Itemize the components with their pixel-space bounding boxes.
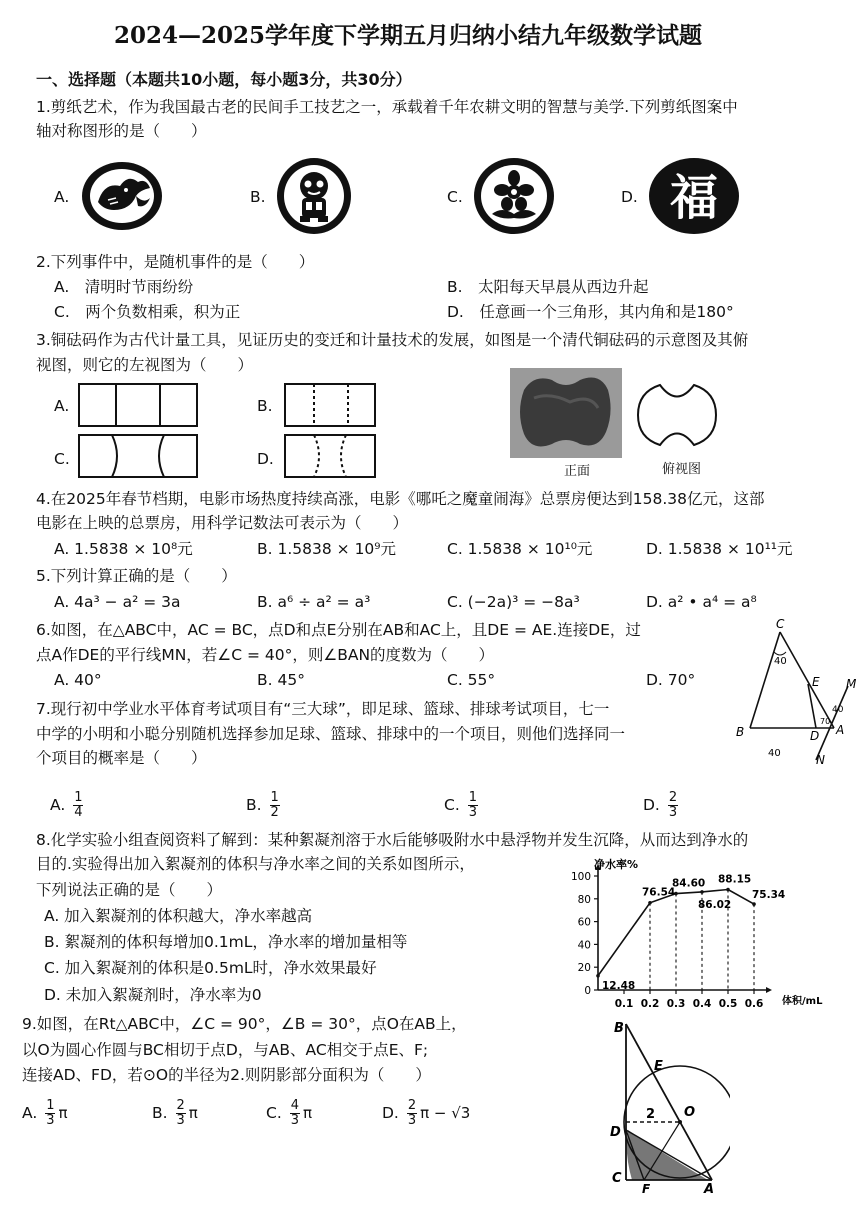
q7-option-a-fraction: $\frac{1}{4}$ — [74, 790, 83, 820]
q7-stem-line2: 中学的小明和小聪分别随机选择参加足球、篮球、排球中的一个项目，则他们选择同一 — [36, 725, 626, 743]
q1-option-d-label[interactable]: D. — [621, 188, 638, 206]
q8-data-point — [726, 888, 730, 892]
q7-option-d-letter: D. — [643, 796, 660, 814]
q8-line-chart — [560, 856, 856, 1014]
papercut-fu-image — [648, 156, 740, 236]
q8-y-tick-label: 20 — [577, 962, 591, 975]
q8-data-point — [648, 901, 652, 905]
q5-option-c[interactable]: C. (−2a)³ = −8a³ — [447, 593, 580, 611]
q8-data-point — [596, 974, 600, 978]
q9-label-d: D — [610, 1125, 621, 1140]
q6-label-a: A — [836, 723, 845, 737]
q7-option-d[interactable] — [643, 788, 681, 822]
q8-data-label: 84.60 — [672, 877, 706, 890]
q8-data-point — [752, 902, 756, 906]
q9-option-a[interactable] — [22, 1096, 68, 1130]
q4-stem-line2: 电影在上映的总票房，用科学记数法可表示为（ ） — [36, 514, 409, 532]
q8-x-tick-label: 0.6 — [744, 998, 764, 1010]
q4-option-a[interactable]: A. 1.5838 × 10⁸元 — [54, 540, 193, 558]
q6-label-c: C — [776, 617, 785, 631]
q3-stem-line2: 视图，则它的左视图为（ ） — [36, 356, 254, 374]
q8-y-tick-label: 60 — [577, 916, 591, 929]
q8-y-tick-label: 100 — [570, 871, 591, 883]
q8-y-tick-label: 40 — [577, 939, 591, 952]
q3-option-b-label[interactable]: B. — [257, 397, 273, 415]
q7-option-a-letter: A. — [50, 796, 66, 814]
q7-stem-line3: 个项目的概率是（ ） — [36, 749, 207, 767]
q8-y-tick-label: 0 — [584, 985, 591, 997]
q9-option-b[interactable] — [152, 1096, 198, 1130]
q9-stem-line3: 连接AD、FD，若⊙O的半径为2.则阴影部分面积为（ ） — [22, 1066, 431, 1084]
q8-x-tick-label: 0.2 — [640, 998, 660, 1010]
q4-stem-line1: 4.在2025年春节档期，电影市场热度持续高涨，电影《哪吒之魔童闹海》总票房便达到158.38亿元，这部 — [36, 490, 765, 508]
q4-option-c[interactable]: C. 1.5838 × 10¹⁰元 — [447, 540, 593, 558]
q3-option-b-view — [284, 383, 376, 427]
page-title: 2024—2025学年度下学期五月归纳小结九年级数学试题 — [114, 22, 703, 49]
q9-option-c-fraction: $\frac{4}{3}$ — [290, 1098, 299, 1128]
q9-option-a-letter: A. — [22, 1104, 38, 1122]
q3-option-c-view — [78, 434, 198, 478]
q8-data-point — [700, 890, 704, 894]
q2-option-a[interactable]: A. 清明时节雨纷纷 — [54, 278, 194, 296]
q9-option-b-pi: π — [188, 1104, 198, 1122]
q9-option-b-letter: B. — [152, 1104, 168, 1122]
q8-data-label: 12.48 — [602, 979, 636, 992]
q9-label-b: B — [614, 1021, 624, 1036]
q8-option-b[interactable]: B. 絮凝剂的体积每增加0.1mL，净水率的增加量相等 — [44, 933, 408, 951]
q5-option-d[interactable]: D. a² • a⁴ = a⁸ — [646, 593, 757, 611]
q6-label-b: B — [736, 725, 745, 739]
q8-data-label: 86.02 — [698, 898, 732, 911]
q3-front-label: 正面 — [564, 464, 591, 479]
q9-stem-line1: 9.如图，在Rt△ABC中，∠C = 90°，∠B = 30°，点O在AB上， — [22, 1015, 467, 1033]
q6-option-a[interactable]: A. 40° — [54, 671, 102, 689]
q6-stem-line2: 点A作DE的平行线MN，若∠C = 40°，则∠BAN的度数为（ ） — [36, 646, 495, 664]
q9-label-e: E — [654, 1059, 663, 1074]
q5-stem: 5.下列计算正确的是（ ） — [36, 567, 237, 585]
q6-label-m: M — [846, 677, 857, 691]
q8-option-a[interactable]: A. 加入絮凝剂的体积越大，净水率越高 — [44, 907, 313, 925]
q2-option-c[interactable]: C. 两个负数相乘，积为正 — [54, 303, 241, 321]
q3-option-d-view — [284, 434, 376, 478]
q9-option-c[interactable] — [266, 1096, 312, 1130]
q4-option-d[interactable]: D. 1.5838 × 10¹¹元 — [646, 540, 793, 558]
q8-option-d[interactable]: D. 未加入絮凝剂时，净水率为0 — [44, 986, 262, 1004]
q1-stem-line2: 轴对称图形的是（ ） — [36, 122, 207, 140]
q6-angle-d-value: 70 — [820, 717, 831, 726]
q6-stem-line1: 6.如图，在△ABC中，AC = BC，点D和点E分别在AB和AC上，且DE = AE.连接DE，过 — [36, 621, 641, 639]
q7-option-b-fraction: $\frac{1}{2}$ — [270, 790, 279, 820]
q6-label-n: N — [816, 753, 825, 767]
q7-stem-line1: 7.现行初中学业水平体育考试项目有“三大球”，即足球、篮球、排球考试项目，七一 — [36, 700, 610, 718]
q8-y-tick-label: 80 — [577, 893, 591, 906]
q1-fu-character: 福 — [669, 170, 719, 226]
q7-option-b[interactable] — [246, 788, 283, 822]
papercut-bird-image — [80, 160, 164, 232]
q9-label-f: F — [642, 1182, 651, 1194]
q8-x-tick-label: 0.1 — [614, 998, 634, 1010]
q1-option-a-label[interactable]: A. — [54, 188, 70, 206]
q6-angle-b-value: 40 — [768, 748, 781, 759]
q8-x-tick-label: 0.5 — [718, 998, 738, 1010]
q6-label-d: D — [810, 729, 820, 743]
q2-stem: 2.下列事件中，是随机事件的是（ ） — [36, 253, 315, 271]
q9-option-a-fraction: $\frac{1}{3}$ — [46, 1098, 55, 1128]
q7-option-b-letter: B. — [246, 796, 262, 814]
q4-option-b[interactable]: B. 1.5838 × 10⁹元 — [257, 540, 397, 558]
q1-option-c-label[interactable]: C. — [447, 188, 463, 206]
q7-option-d-fraction: $\frac{2}{3}$ — [668, 790, 678, 820]
q6-option-c[interactable]: C. 55° — [447, 671, 496, 689]
q9-radius-label: 2 — [646, 1107, 656, 1122]
q9-option-d[interactable] — [382, 1096, 470, 1130]
q3-option-a-view — [78, 383, 198, 427]
q8-y-axis-label: 净水率% — [594, 858, 639, 871]
q9-stem-line2: 以O为圆心作圆与BC相切于点D，与AB、AC相交于点E、F; — [22, 1041, 429, 1059]
q8-x-axis-label: 体积/mL — [782, 996, 823, 1007]
q7-option-c-letter: C. — [444, 796, 460, 814]
q8-stem-line3: 下列说法正确的是（ ） — [36, 881, 223, 899]
q3-top-view-label: 俯视图 — [662, 462, 702, 477]
q6-label-e: E — [812, 675, 820, 689]
q7-option-c[interactable] — [444, 788, 481, 822]
q9-label-a: A — [704, 1182, 715, 1194]
q3-weight-photo — [510, 368, 622, 458]
q9-option-a-pi: π — [58, 1104, 68, 1122]
q8-data-label: 76.54 — [642, 886, 676, 899]
q8-x-tick-label: 0.4 — [692, 998, 712, 1010]
section-heading: 一、选择题（本题共10小题，每小题3分，共30分） — [36, 70, 412, 89]
q5-option-b[interactable]: B. a⁶ ÷ a² = a³ — [257, 593, 371, 611]
q3-stem-line1: 3.铜砝码作为古代计量工具，见证历史的变迁和计量技术的发展，如图是一个清代铜砝码的示意图及其俯 — [36, 331, 749, 349]
q9-label-c: C — [612, 1171, 622, 1186]
q9-option-c-pi: π — [302, 1104, 312, 1122]
papercut-tiger-image — [276, 156, 352, 236]
q9-option-d-tail: π − √3 — [420, 1104, 471, 1122]
q8-data-label: 75.34 — [752, 889, 786, 902]
q9-option-d-fraction: $\frac{2}{3}$ — [407, 1098, 417, 1128]
q2-option-b[interactable]: B. 太阳每天早晨从西边升起 — [447, 278, 649, 296]
q8-data-label: 88.15 — [718, 873, 752, 886]
q6-option-d[interactable]: D. 70° — [646, 671, 696, 689]
q6-option-b[interactable]: B. 45° — [257, 671, 305, 689]
q7-option-c-fraction: $\frac{1}{3}$ — [468, 790, 477, 820]
q8-x-arrow — [766, 987, 772, 993]
q9-label-o: O — [684, 1105, 696, 1120]
q8-option-c[interactable]: C. 加入絮凝剂的体积是0.5mL时，净水效果最好 — [44, 959, 377, 977]
q1-option-b-label[interactable]: B. — [250, 188, 266, 206]
q9-option-b-fraction: $\frac{2}{3}$ — [176, 1098, 185, 1128]
q6-angle-c-value: 40 — [774, 656, 787, 667]
q1-stem-line1: 1.剪纸艺术，作为我国最古老的民间手工技艺之一，承载着千年农耕文明的智慧与美学.下列剪纸图案中 — [36, 98, 738, 116]
q9-option-c-letter: C. — [266, 1104, 282, 1122]
q2-option-d[interactable]: D. 任意画一个三角形，其内角和是180° — [447, 303, 734, 321]
q7-option-a[interactable] — [50, 788, 86, 822]
q8-stem-line2: 目的.实验得出加入絮凝剂的体积与净水率之间的关系如图所示， — [36, 855, 475, 873]
q8-x-tick-label: 0.3 — [666, 998, 686, 1010]
q8-stem-line1: 8.化学实验小组查阅资料了解到：某种絮凝剂溶于水后能够吸附水中悬浮物并发生沉降，从而达到净水的 — [36, 831, 749, 849]
q3-top-view-shape — [636, 382, 718, 448]
q3-option-d-label[interactable]: D. — [257, 450, 274, 468]
q6-angle-a-value: 40 — [832, 705, 844, 715]
q6-triangle-figure — [730, 614, 858, 768]
q9-option-d-letter: D. — [382, 1104, 399, 1122]
q5-option-a[interactable]: A. 4a³ − a² = 3a — [54, 593, 181, 611]
q9-circle-figure — [604, 1018, 730, 1194]
papercut-flower-image — [472, 156, 556, 236]
q3-option-c-label[interactable]: C. — [54, 450, 70, 468]
q3-option-a-label[interactable]: A. — [54, 397, 70, 415]
